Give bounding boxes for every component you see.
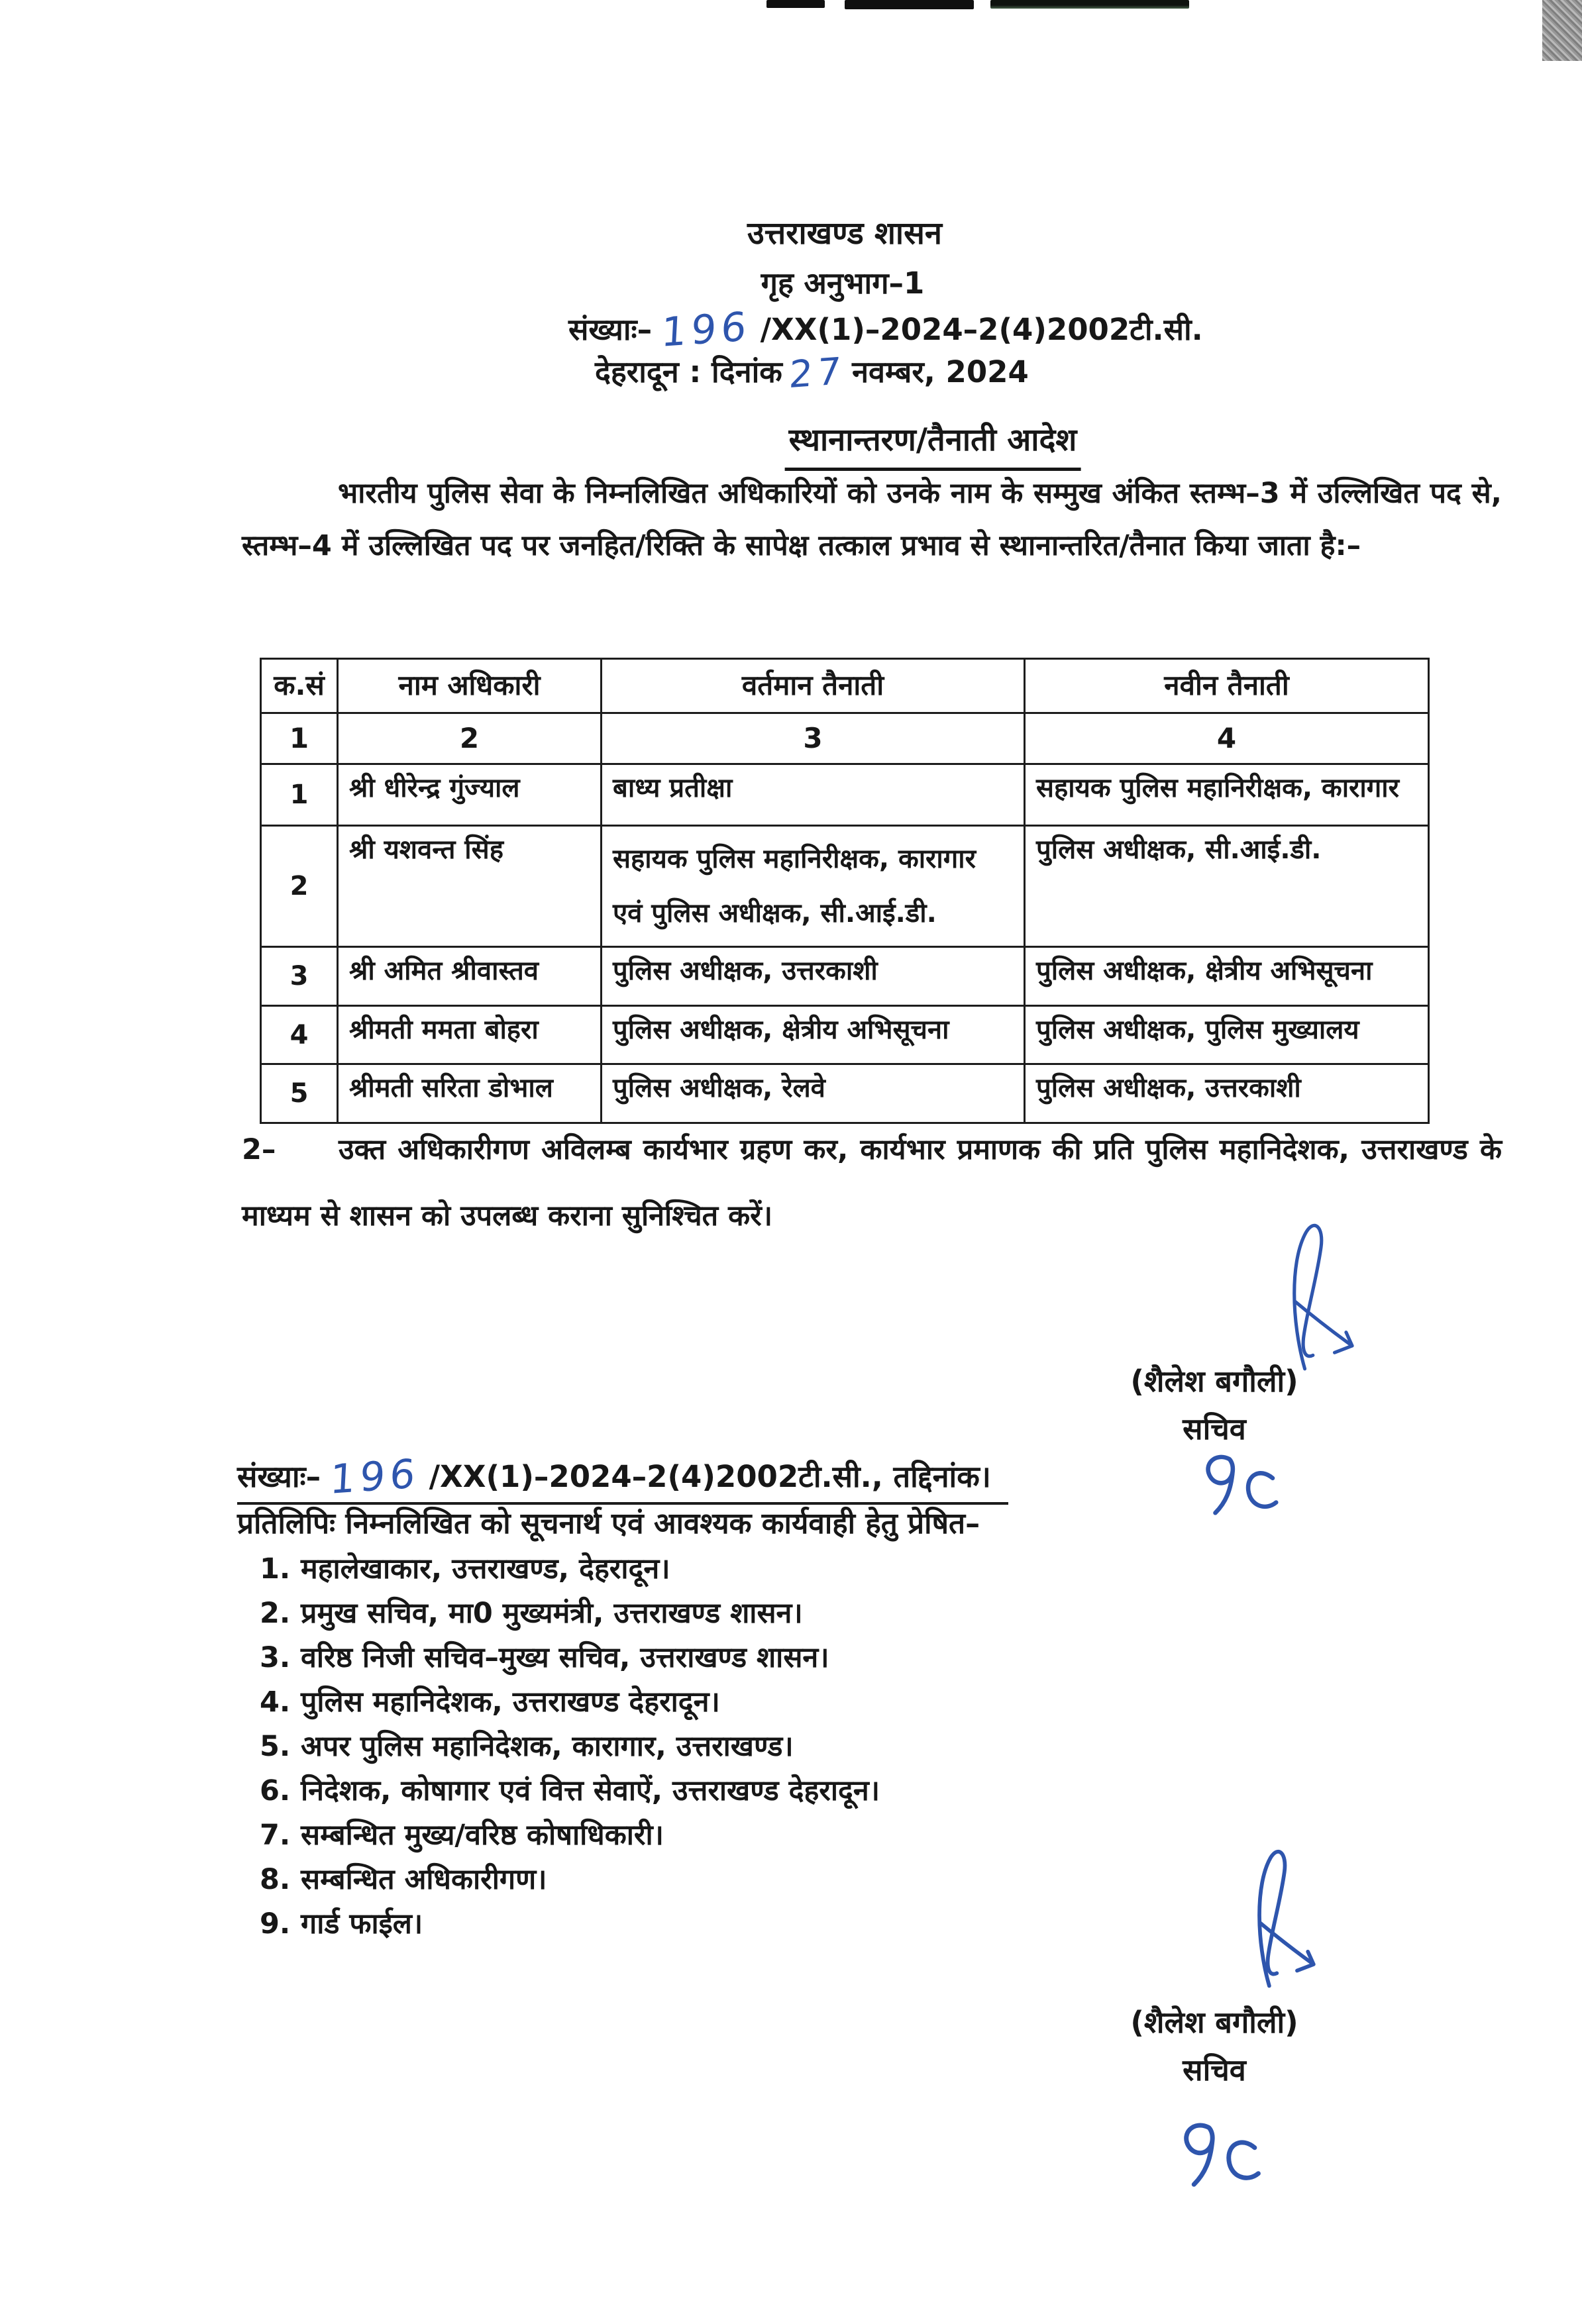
date-label: देहरादून : दिनांक xyxy=(595,354,782,389)
header-current-posting: वर्तमान तैनाती xyxy=(602,659,1025,713)
directive-text: उक्त अधिकारीगण अविलम्ब कार्यभार ग्रहण कर, कार्यभार प्रमाणक की प्रति पुलिस महानिदेशक, उत्तराखण्ड के माध्यम से शासन को उपलब्ध कराना सुनिश्चित करें। xyxy=(242,1133,1502,1233)
serial-cell: 5 xyxy=(261,1064,338,1123)
new-posting-cell: पुलिस अधीक्षक, क्षेत्रीय अभिसूचना xyxy=(1025,947,1429,1006)
item-number: 9. xyxy=(260,1907,291,1941)
serial-cell: 2 xyxy=(261,826,338,947)
current-posting-cell: पुलिस अधीक्षक, रेलवे xyxy=(602,1064,1025,1123)
col-number: 3 xyxy=(602,713,1025,764)
scan-artifact-corner xyxy=(1542,0,1582,61)
col-number: 4 xyxy=(1025,713,1429,764)
table-row xyxy=(261,1064,1429,1123)
table-row xyxy=(261,1006,1429,1064)
table-row xyxy=(261,826,1429,947)
item-text: गार्ड फाईल। xyxy=(301,1907,423,1941)
copy-list xyxy=(260,1547,880,1946)
signatory-designation: सचिव xyxy=(1183,1411,1246,1446)
column-number-row xyxy=(261,713,1429,764)
current-posting-cell: पुलिस अधीक्षक, क्षेत्रीय अभिसूचना xyxy=(602,1006,1025,1064)
officer-name-cell: श्री यशवन्त सिंह xyxy=(338,826,602,947)
item-number: 7. xyxy=(260,1819,291,1852)
signature-scribble-icon xyxy=(1192,1846,1371,1992)
handwritten-day: 27 xyxy=(788,349,847,397)
org-name: उत्तराखण्ड शासन xyxy=(747,215,942,252)
col-number: 2 xyxy=(338,713,602,764)
paragraph-number: 2– xyxy=(242,1133,276,1166)
col-number: 1 xyxy=(261,713,338,764)
new-posting-cell: पुलिस अधीक्षक, सी.आई.डी. xyxy=(1025,826,1429,947)
date-rest: नवम्बर, 2024 xyxy=(852,354,1029,389)
list-item xyxy=(260,1725,880,1769)
transfer-table xyxy=(260,658,1430,1124)
officer-name-cell: श्री अमित श्रीवास्तव xyxy=(338,947,602,1006)
ref-label: संख्याः– xyxy=(237,1459,321,1494)
item-text: सम्बन्धित अधिकारीगण। xyxy=(301,1863,547,1896)
item-text: महालेखाकार, उत्तराखण्ड, देहरादून। xyxy=(301,1552,670,1586)
table-row xyxy=(261,947,1429,1006)
signature-initials-icon xyxy=(1192,1445,1289,1523)
new-posting-cell: पुलिस अधीक्षक, उत्तरकाशी xyxy=(1025,1064,1429,1123)
table-header-row xyxy=(261,659,1429,713)
serial-cell: 4 xyxy=(261,1006,338,1064)
header-new-posting: नवीन तैनाती xyxy=(1025,659,1429,713)
handwritten-ref-number: 196 xyxy=(660,303,753,356)
signatory-block xyxy=(1049,1999,1380,2094)
scan-artifact-top-strip xyxy=(990,0,1189,9)
intro-paragraph: भारतीय पुलिस सेवा के निम्नलिखित अधिकारियों को उनके नाम के सम्मुख अंकित स्तम्भ–3 में उल्लिखित पद से, स्तम्भ–4 में उल्लिखित पद पर जनहित/रिक्ति के सापेक्ष तत्काल प्रभाव से स्थानान्तरित/तैनात किया जाता है:– xyxy=(242,477,1502,562)
item-text: अपर पुलिस महानिदेशक, कारागार, उत्तराखण्ड। xyxy=(301,1730,794,1763)
item-text: सम्बन्धित मुख्य/वरिष्ठ कोषाधिकारी। xyxy=(301,1819,664,1852)
item-number: 4. xyxy=(260,1686,291,1719)
ref-rest: /XX(1)–2024–2(4)2002टी.सी., तद्दिनांक। xyxy=(429,1459,991,1494)
current-posting-cell: बाध्य प्रतीक्षा xyxy=(602,764,1025,826)
list-item xyxy=(260,1769,880,1813)
new-posting-cell: पुलिस अधीक्षक, पुलिस मुख्यालय xyxy=(1025,1006,1429,1064)
serial-cell: 3 xyxy=(261,947,338,1006)
ref-rest: /XX(1)–2024–2(4)2002टी.सी. xyxy=(760,312,1203,347)
scan-artifact-top-strip xyxy=(766,0,825,8)
item-number: 2. xyxy=(260,1597,291,1630)
list-item xyxy=(260,1813,880,1858)
officer-name-cell: श्रीमती सरिता डोभाल xyxy=(338,1064,602,1123)
header-officer-name: नाम अधिकारी xyxy=(338,659,602,713)
header-serial: क.सं xyxy=(261,659,338,713)
new-posting-cell: सहायक पुलिस महानिरीक्षक, कारागार xyxy=(1025,764,1429,826)
item-number: 5. xyxy=(260,1730,291,1763)
signatory-name: (शैलेश बगौली) xyxy=(1130,2005,1298,2040)
officer-name-cell: श्रीमती ममता बोहरा xyxy=(338,1006,602,1064)
signatory-designation: सचिव xyxy=(1183,2052,1246,2088)
item-number: 1. xyxy=(260,1552,291,1586)
item-number: 6. xyxy=(260,1774,291,1807)
signature-initials-icon xyxy=(1169,2113,1272,2196)
ref-number-line xyxy=(568,303,1203,356)
table-row xyxy=(261,764,1429,826)
list-item xyxy=(260,1858,880,1902)
list-item xyxy=(260,1636,880,1680)
list-item xyxy=(260,1547,880,1591)
signatory-name: (शैलेश बगौली) xyxy=(1130,1364,1298,1399)
scan-artifact-top-strip xyxy=(845,0,974,9)
dept-section: गृह अनुभाग–1 xyxy=(761,266,925,301)
officer-name-cell: श्री धीरेन्द्र गुंज्याल xyxy=(338,764,602,826)
signature-scribble-icon xyxy=(1262,1220,1375,1376)
ref-number-line-2 xyxy=(237,1450,1008,1505)
handwritten-ref-number: 196 xyxy=(329,1450,421,1503)
item-text: प्रमुख सचिव, मा0 मुख्यमंत्री, उत्तराखण्ड शासन। xyxy=(301,1597,803,1630)
item-text: वरिष्ठ निजी सचिव–मुख्य सचिव, उत्तराखण्ड शासन। xyxy=(301,1641,829,1674)
list-item xyxy=(260,1680,880,1725)
current-posting-cell: सहायक पुलिस महानिरीक्षक, कारागार एवं पुलिस अधीक्षक, सी.आई.डी. xyxy=(602,826,1025,947)
item-number: 8. xyxy=(260,1863,291,1896)
date-line xyxy=(595,348,1029,397)
item-text: पुलिस महानिदेशक, उत्तराखण्ड देहरादून। xyxy=(301,1686,720,1719)
copy-heading: प्रतिलिपिः निम्नलिखित को सूचनार्थ एवं आवश्यक कार्यवाही हेतु प्रेषित– xyxy=(237,1507,980,1541)
ref-label: संख्याः– xyxy=(568,312,653,347)
item-number: 3. xyxy=(260,1641,291,1674)
current-posting-cell: पुलिस अधीक्षक, उत्तरकाशी xyxy=(602,947,1025,1006)
list-item xyxy=(260,1902,880,1946)
item-text: निदेशक, कोषागार एवं वित्त सेवाऐं, उत्तराखण्ड देहरादून। xyxy=(301,1774,880,1807)
serial-cell: 1 xyxy=(261,764,338,826)
signatory-block xyxy=(1049,1358,1380,1453)
list-item xyxy=(260,1591,880,1636)
subject-title: स्थानान्तरण/तैनाती आदेश xyxy=(785,417,1081,471)
